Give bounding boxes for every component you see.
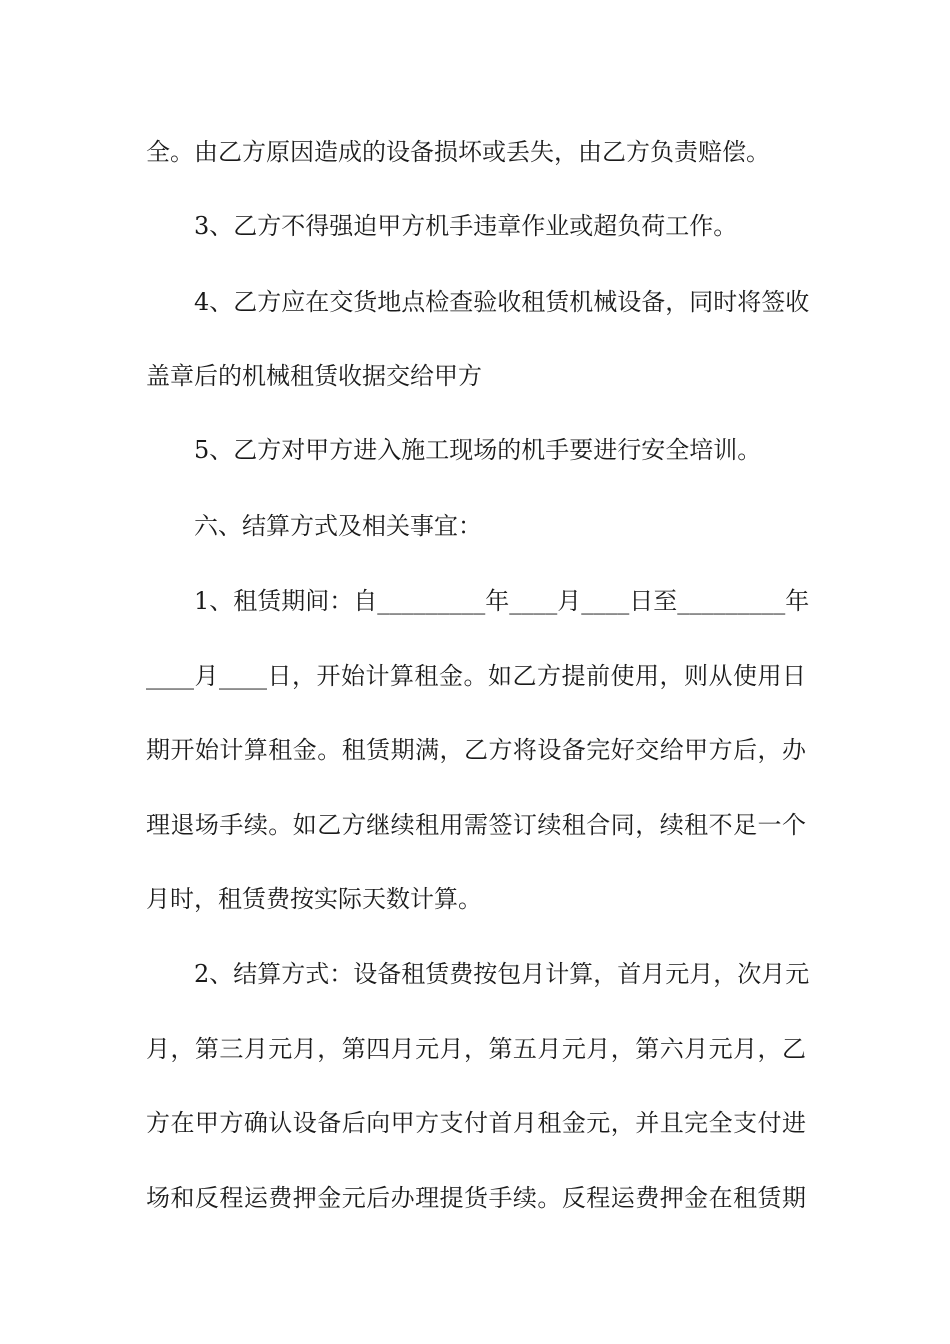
text-line: 4、乙方应在交货地点检查验收租赁机械设备，同时将签收 (194, 288, 810, 316)
text-line: 期开始计算租金。租赁期满，乙方将设备完好交给甲方后，办 (146, 736, 806, 764)
text-line: 全。由乙方原因造成的设备损坏或丢失，由乙方负责赔偿。 (146, 138, 770, 166)
text-line: 2、结算方式：设备租赁费按包月计算，首月元月，次月元 (194, 960, 810, 988)
text-line: 3、乙方不得强迫甲方机手违章作业或超负荷工作。 (194, 212, 738, 240)
text-line: 5、乙方对甲方进入施工现场的机手要进行安全培训。 (194, 436, 762, 464)
text-line: ____月____日，开始计算租金。如乙方提前使用，则从使用日 (146, 662, 806, 690)
section-heading: 六、结算方式及相关事宜： (194, 512, 482, 540)
text-line: 方在甲方确认设备后向甲方支付首月租金元，并且完全支付进 (146, 1109, 806, 1137)
text-line: 1、租赁期间：自_________年____月____日至_________年 (194, 587, 810, 615)
text-line: 月时，租赁费按实际天数计算。 (146, 885, 482, 913)
text-line: 场和反程运费押金元后办理提货手续。反程运费押金在租赁期 (146, 1184, 806, 1212)
text-line: 盖章后的机械租赁收据交给甲方 (146, 362, 482, 390)
text-line: 月，第三月元月，第四月元月，第五月元月，第六月元月，乙 (146, 1035, 806, 1063)
text-line: 理退场手续。如乙方继续租用需签订续租合同，续租不足一个 (146, 811, 806, 839)
